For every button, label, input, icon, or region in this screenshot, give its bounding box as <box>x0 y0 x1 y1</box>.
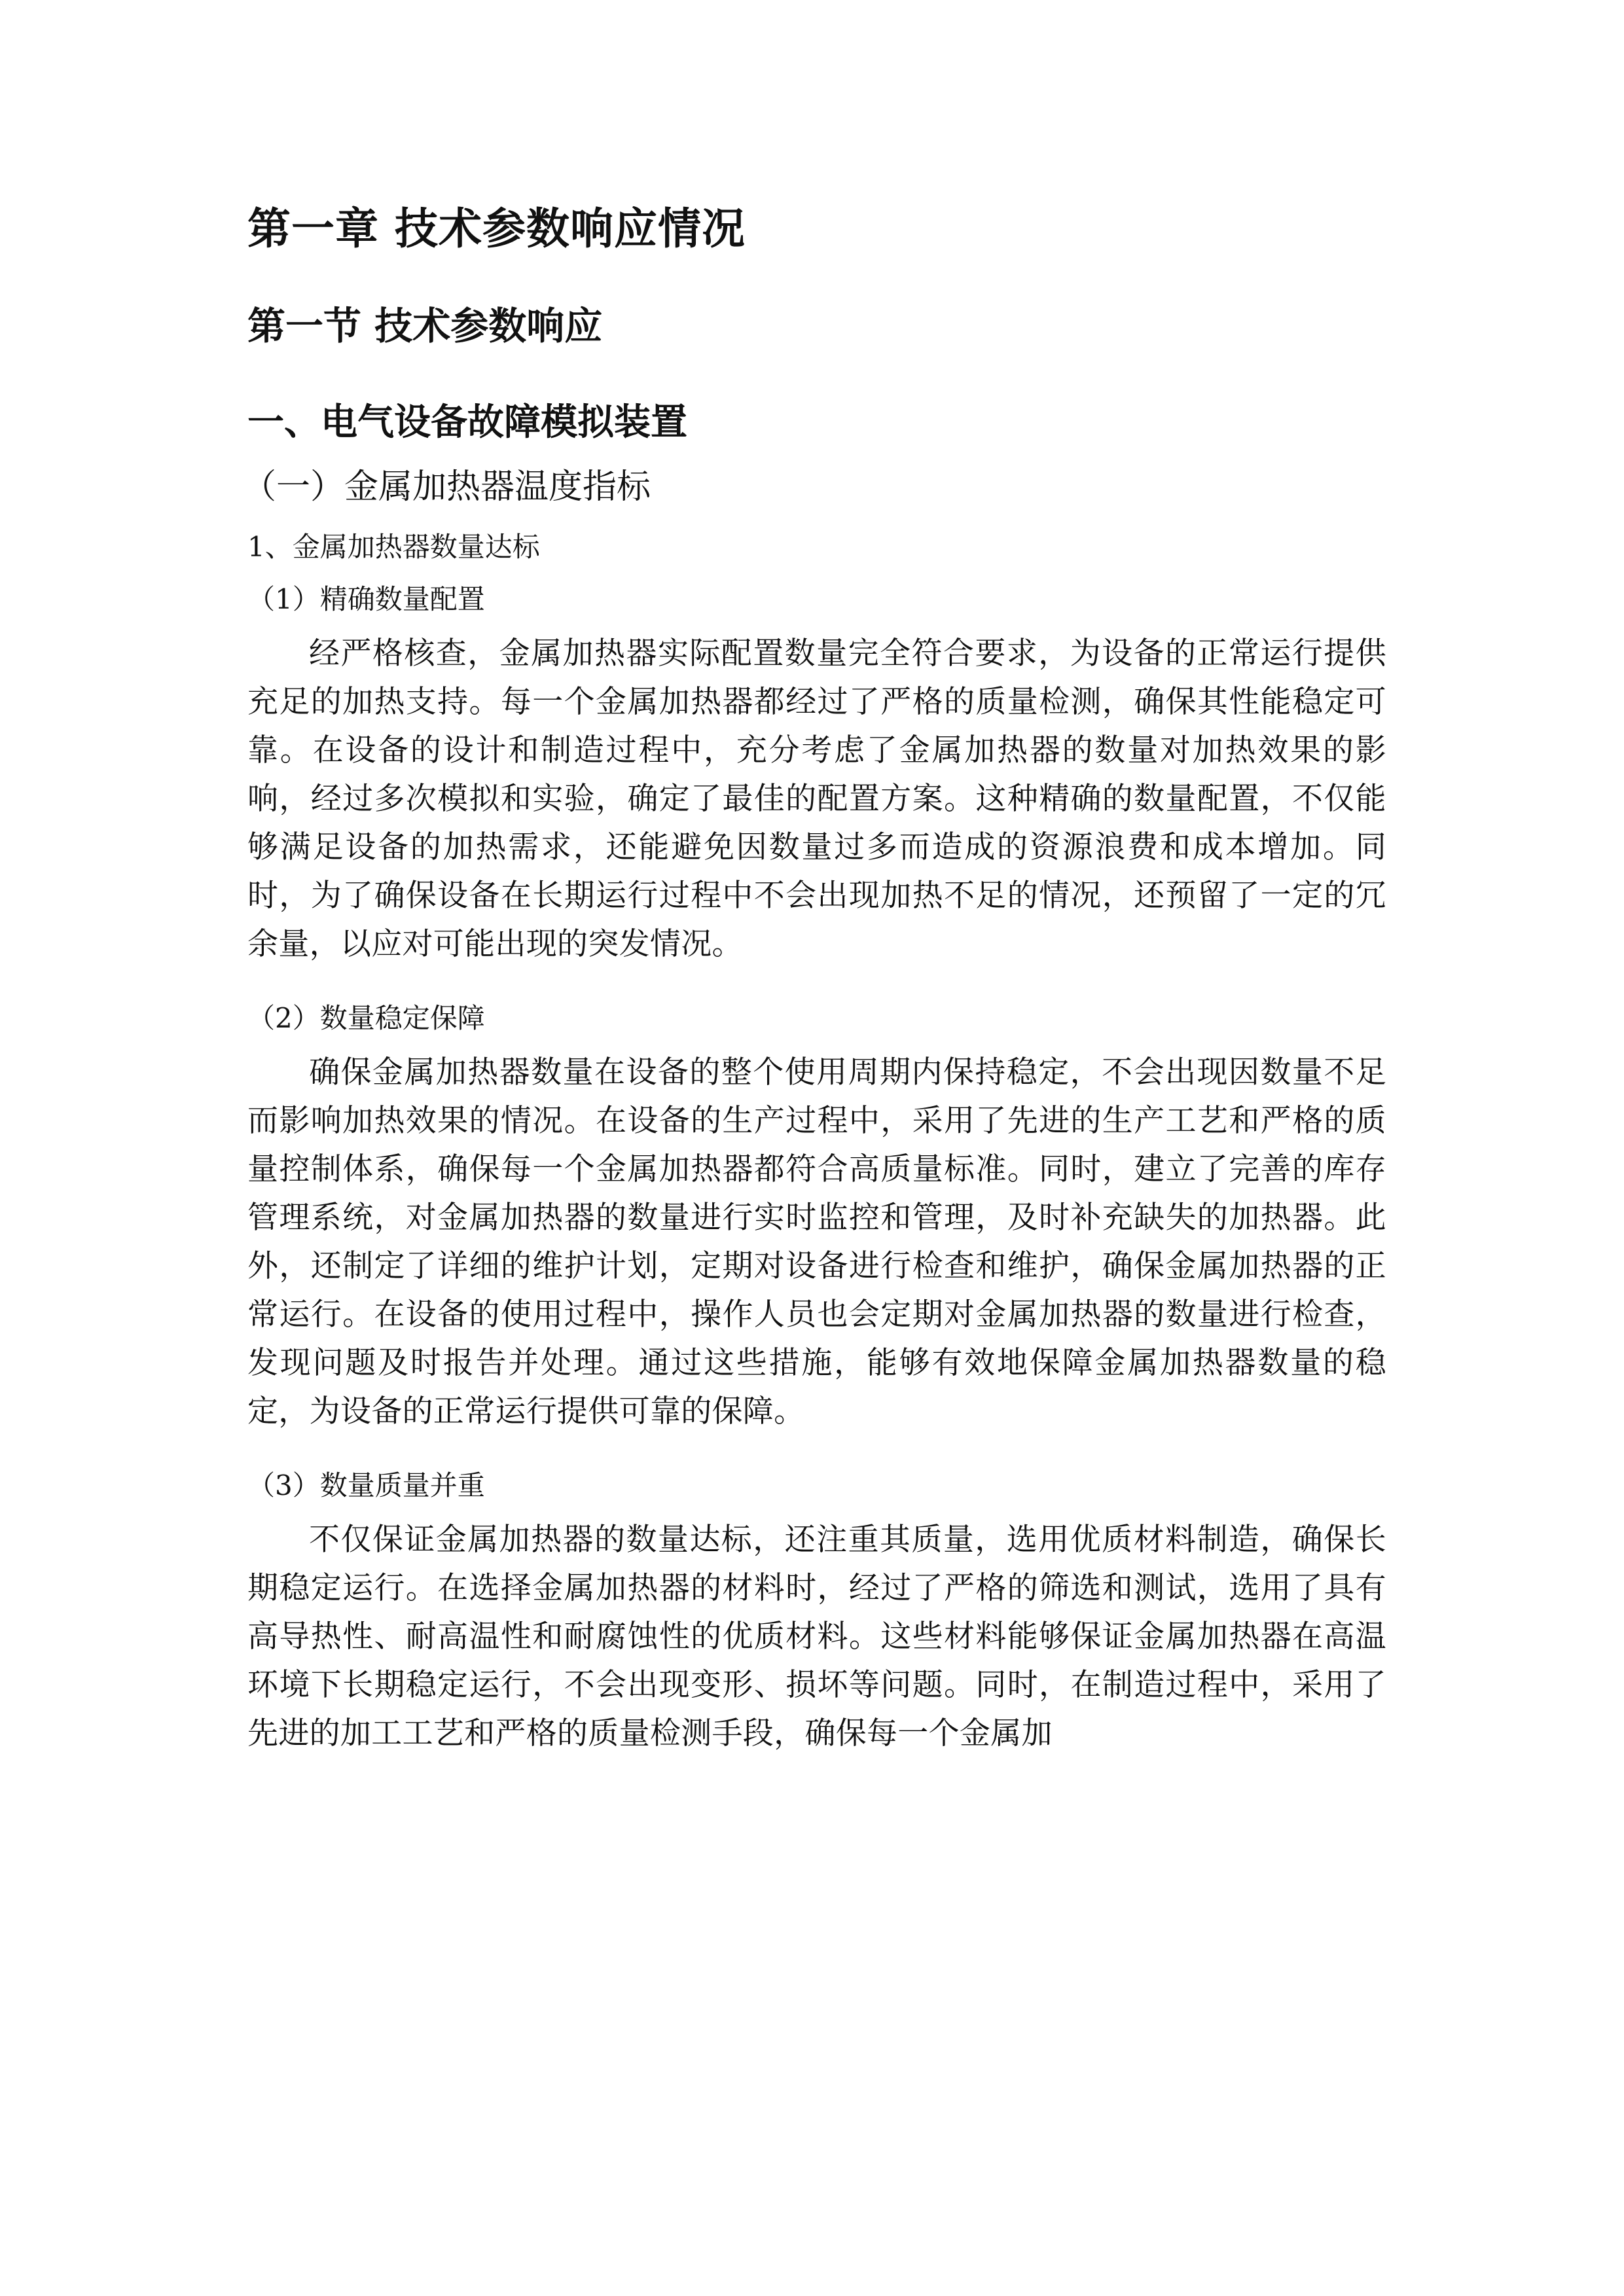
subsection-title: （2）数量稳定保障 <box>247 1002 485 1034</box>
heading-level-2: （一）金属加热器温度指标 <box>242 467 651 507</box>
body-paragraph: 经严格核查，金属加热器实际配置数量完全符合要求，为设备的正常运行提供充足的加热支持。每一个金属加热器都经过了严格的质量检测，确保其性能稳定可靠。在设备的设计和制造过程中，充分考虑了金属加热器的数量对加热效果的影响，经过多次模拟和实验，确定了最佳的配置方案。这种精确的数量配置，不仅能够满足设备的加热需求，还能避免因数量过多而造成的资源浪费和成本增加。同时，为了确保设备在长期运行过程中不会出现加热不足的情况，还预留了一定的冗余量，以应对可能出现的突发情况。 <box>247 636 1386 962</box>
section-title: 第一节 技术参数响应 <box>247 304 603 348</box>
subsection-quantity-stability <box>247 996 1386 1436</box>
subsection-precise-quantity <box>247 577 1386 969</box>
body-paragraph: 不仅保证金属加热器的数量达标，还注重其质量，选用优质材料制造，确保长期稳定运行。在选择金属加热器的材料时，经过了严格的筛选和测试，选用了具有高导热性、耐高温性和耐腐蚀性的优质材料。这些材料能够保证金属加热器在高温环境下长期稳定运行，不会出现变形、损坏等问题。同时，在制造过程中，采用了先进的加工工艺和严格的质量检测手段，确保每一个金属加 <box>247 1522 1386 1751</box>
body-paragraph: 确保金属加热器数量在设备的整个使用周期内保持稳定，不会出现因数量不足而影响加热效果的情况。在设备的生产过程中，采用了先进的生产工艺和严格的质量控制体系，确保每一个金属加热器都符合高质量标准。同时，建立了完善的库存管理系统，对金属加热器的数量进行实时监控和管理，及时补充缺失的加热器。此外，还制定了详细的维护计划，定期对设备进行检查和维护，确保金属加热器的正常运行。在设备的使用过程中，操作人员也会定期对金属加热器的数量进行检查，发现问题及时报告并处理。通过这些措施，能够有效地保障金属加热器数量的稳定，为设备的正常运行提供可靠的保障。 <box>247 1054 1386 1429</box>
chapter-title: 第一章 技术参数响应情况 <box>247 204 746 254</box>
subsection-title: （1）精确数量配置 <box>247 583 485 615</box>
subsection-title: （3）数量质量并重 <box>247 1469 485 1501</box>
heading-level-3: 1、金属加热器数量达标 <box>247 531 540 563</box>
document-content <box>242 196 1386 1785</box>
heading-level-1: 一、电气设备故障模拟装置 <box>247 401 687 444</box>
subsection-quantity-and-quality <box>247 1463 1386 1758</box>
